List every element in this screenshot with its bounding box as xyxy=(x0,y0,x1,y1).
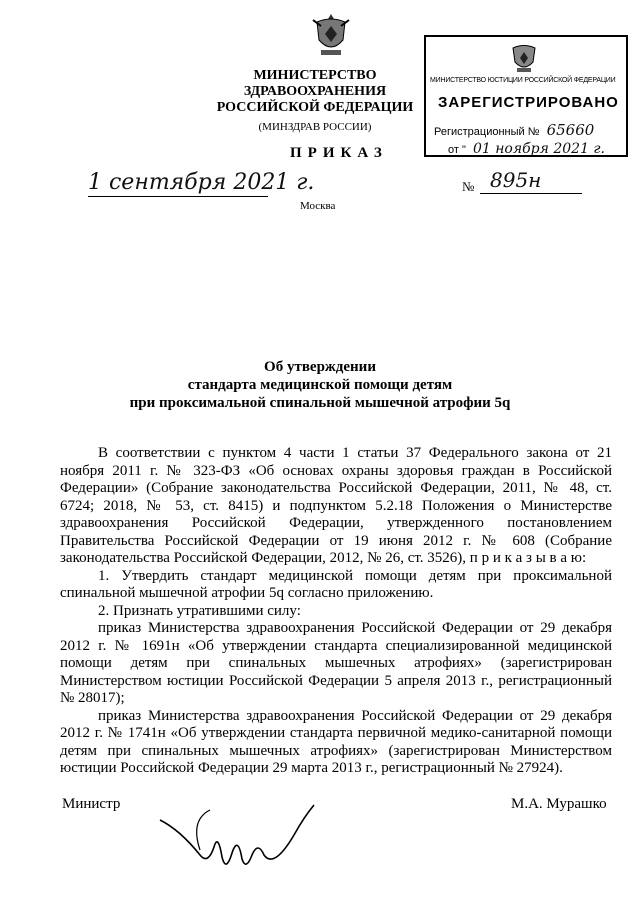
order-number-label: № xyxy=(462,179,475,194)
stamp-reg-label: Регистрационный № xyxy=(434,126,540,138)
ministry-name-line2: РОССИЙСКОЙ ФЕДЕРАЦИИ xyxy=(216,100,414,115)
order-number-value: 895н xyxy=(490,168,542,192)
ministry-header xyxy=(195,68,435,135)
ministry-short-name: (МИНЗДРАВ РОССИИ) xyxy=(258,121,372,133)
body-paragraph-5: приказ Министерства здравоохранения Российской Федерации от 29 декабря 2012 г. № 1741н «Об утверждении стандарта первичной медико-санитарной помощи детям при спинальных мышечных атрофиях» (зарегистрирован Министерством юстиции Российской Федерации 29 марта 2013 г., регистрационный № 27924). xyxy=(60,707,612,776)
stamp-reg-number xyxy=(434,121,594,139)
ministry-name-line1: МИНИСТЕРСТВО ЗДРАВООХРАНЕНИЯ xyxy=(243,68,387,99)
title-line2: стандарта медицинской помощи детям xyxy=(187,377,453,393)
stamp-date xyxy=(448,141,605,157)
stamp-registered-text: ЗАРЕГИСТРИРОВАНО xyxy=(438,94,619,111)
stamp-date-label: от " xyxy=(448,144,466,156)
document-body xyxy=(60,445,612,778)
registration-stamp xyxy=(424,35,628,157)
title-line1: Об утверждении xyxy=(264,359,376,375)
body-paragraph-1: В соответствии с пунктом 4 части 1 статьи 37 Федерального закона от 21 ноября 2011 г. № 323-ФЗ «Об основах охраны здоровья граждан в Российской Федерации» (Собрание законодательства Российской Федерации, 2011, № 48, ст. 6724; 2018, № 53, ст. 8415) и подпунктом 5.2.18 Положения о Министерстве здравоохранения Российской Федерации, утвержденного постановлением Правительства Российской Федерации от 19 июня 2012 г. № 608 (Собрание законодательства Российской Федерации, 2012, № 26, ст. 3526), п р и к а з ы в а ю: xyxy=(60,445,612,566)
signatory-title: Министр xyxy=(62,796,121,812)
order-word: ПРИКАЗ xyxy=(290,145,388,161)
document-title xyxy=(100,358,540,412)
order-date: 1 сентября 2021 г. xyxy=(88,170,315,195)
handwritten-signature xyxy=(150,790,350,890)
body-paragraph-3: 2. Признать утратившими силу: xyxy=(98,602,301,619)
order-date-underline xyxy=(88,196,268,197)
stamp-emblem-icon xyxy=(509,40,539,74)
body-paragraph-2: 1. Утвердить стандарт медицинской помощи детям при проксимальной спинальной мышечной атрофии 5q согласно приложению. xyxy=(60,567,612,601)
city: Москва xyxy=(300,200,336,212)
stamp-header-text: МИНИСТЕРСТВО ЮСТИЦИИ РОССИЙСКОЙ ФЕДЕРАЦИИ xyxy=(430,77,616,84)
signatory-name: М.А. Мурашко xyxy=(511,796,607,812)
title-line3: при проксимальной спинальной мышечной атрофии 5q xyxy=(129,395,511,411)
body-paragraph-4: приказ Министерства здравоохранения Российской Федерации от 29 декабря 2012 г. № 1691н «Об утверждении стандарта специализированной медицинской помощи детям при спинальных мышечных атрофиях» (зарегистрирован Министерством юстиции Российской Федерации 5 апреля 2013 г., регистрационный № 28017); xyxy=(60,620,612,706)
stamp-reg-number-value: 65660 xyxy=(546,121,595,139)
coat-of-arms-emblem xyxy=(311,10,351,60)
stamp-date-value: 01 ноября 2021 г. xyxy=(472,141,605,157)
order-number-underline xyxy=(480,193,582,194)
